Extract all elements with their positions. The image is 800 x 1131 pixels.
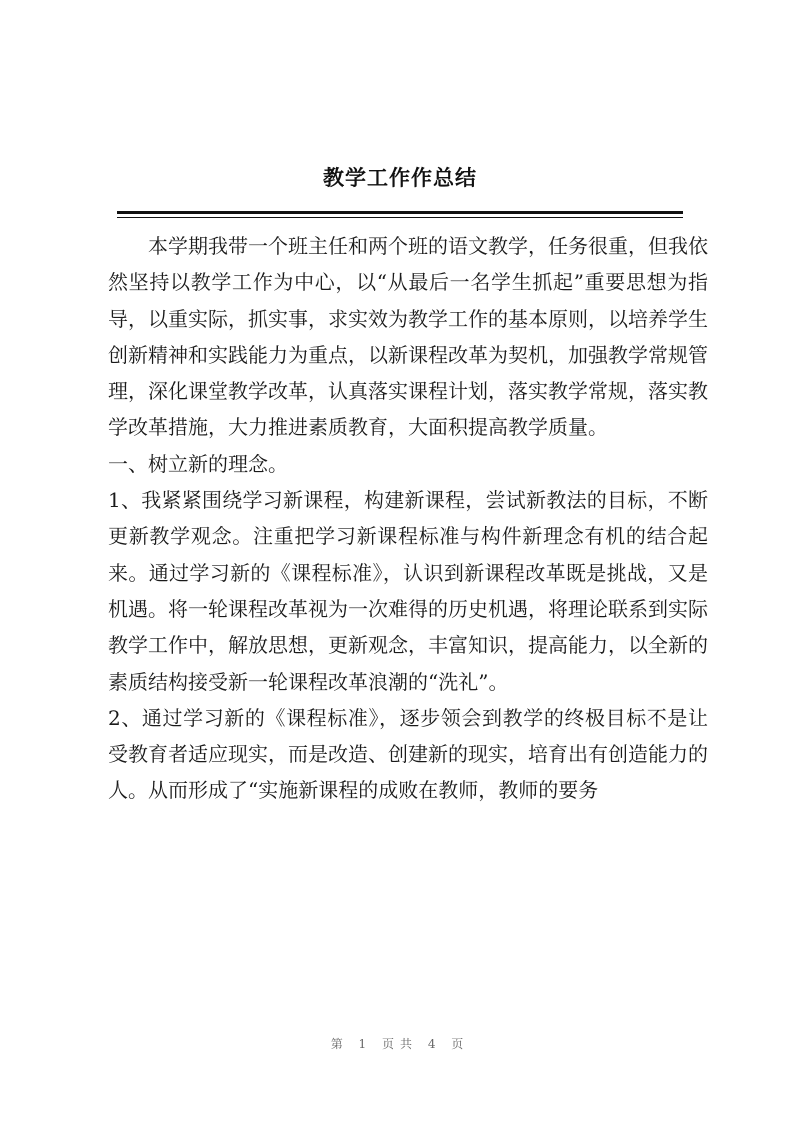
paragraph-item-2: 2、通过学习新的《课程标准》，逐步领会到教学的终极目标不是让受教育者适应现实，而是改造、创建新的现实，培育出有创造能力的人。从而形成了“实施新课程的成败在教师，教师的要务 bbox=[108, 705, 708, 803]
paragraph-intro: 本学期我带一个班主任和两个班的语文教学，任务很重，但我依然坚持以教学工作为中心，以“从最后一名学生抓起”重要思想为指导，以重实际，抓实事，求实效为教学工作的基本原则，以培养学生创新精神和实践能力为重点，以新课程改革为契机，加强教学常规管理，深化课堂教学改革，认真落实课程计划，落实教学常规，落实教学改革措施，大力推进素质教育，大面积提高教学质量。 bbox=[108, 234, 708, 440]
document-body bbox=[108, 228, 708, 809]
paragraph-item-1: 1、我紧紧围绕学习新课程，构建新课程，尝试新教法的目标，不断更新教学观念。注重把学习新课程标准与构件新理念有机的结合起来。通过学习新的《课程标准》，认识到新课程改革既是挑战，又是机遇。将一轮课程改革视为一次难得的历史机遇，将理论联系到实际教学工作中，解放思想，更新观念，丰富知识，提高能力，以全新的素质结构接受新一轮课程改革浪潮的“洗礼”。 bbox=[108, 488, 708, 694]
section-heading: 一、树立新的理念。 bbox=[108, 451, 288, 476]
document-title: 教学工作作总结 bbox=[323, 166, 477, 190]
page-number-footer: 第 1 页共 4 页 bbox=[330, 1037, 470, 1051]
title-divider-thin bbox=[117, 217, 683, 218]
title-divider bbox=[117, 211, 683, 214]
